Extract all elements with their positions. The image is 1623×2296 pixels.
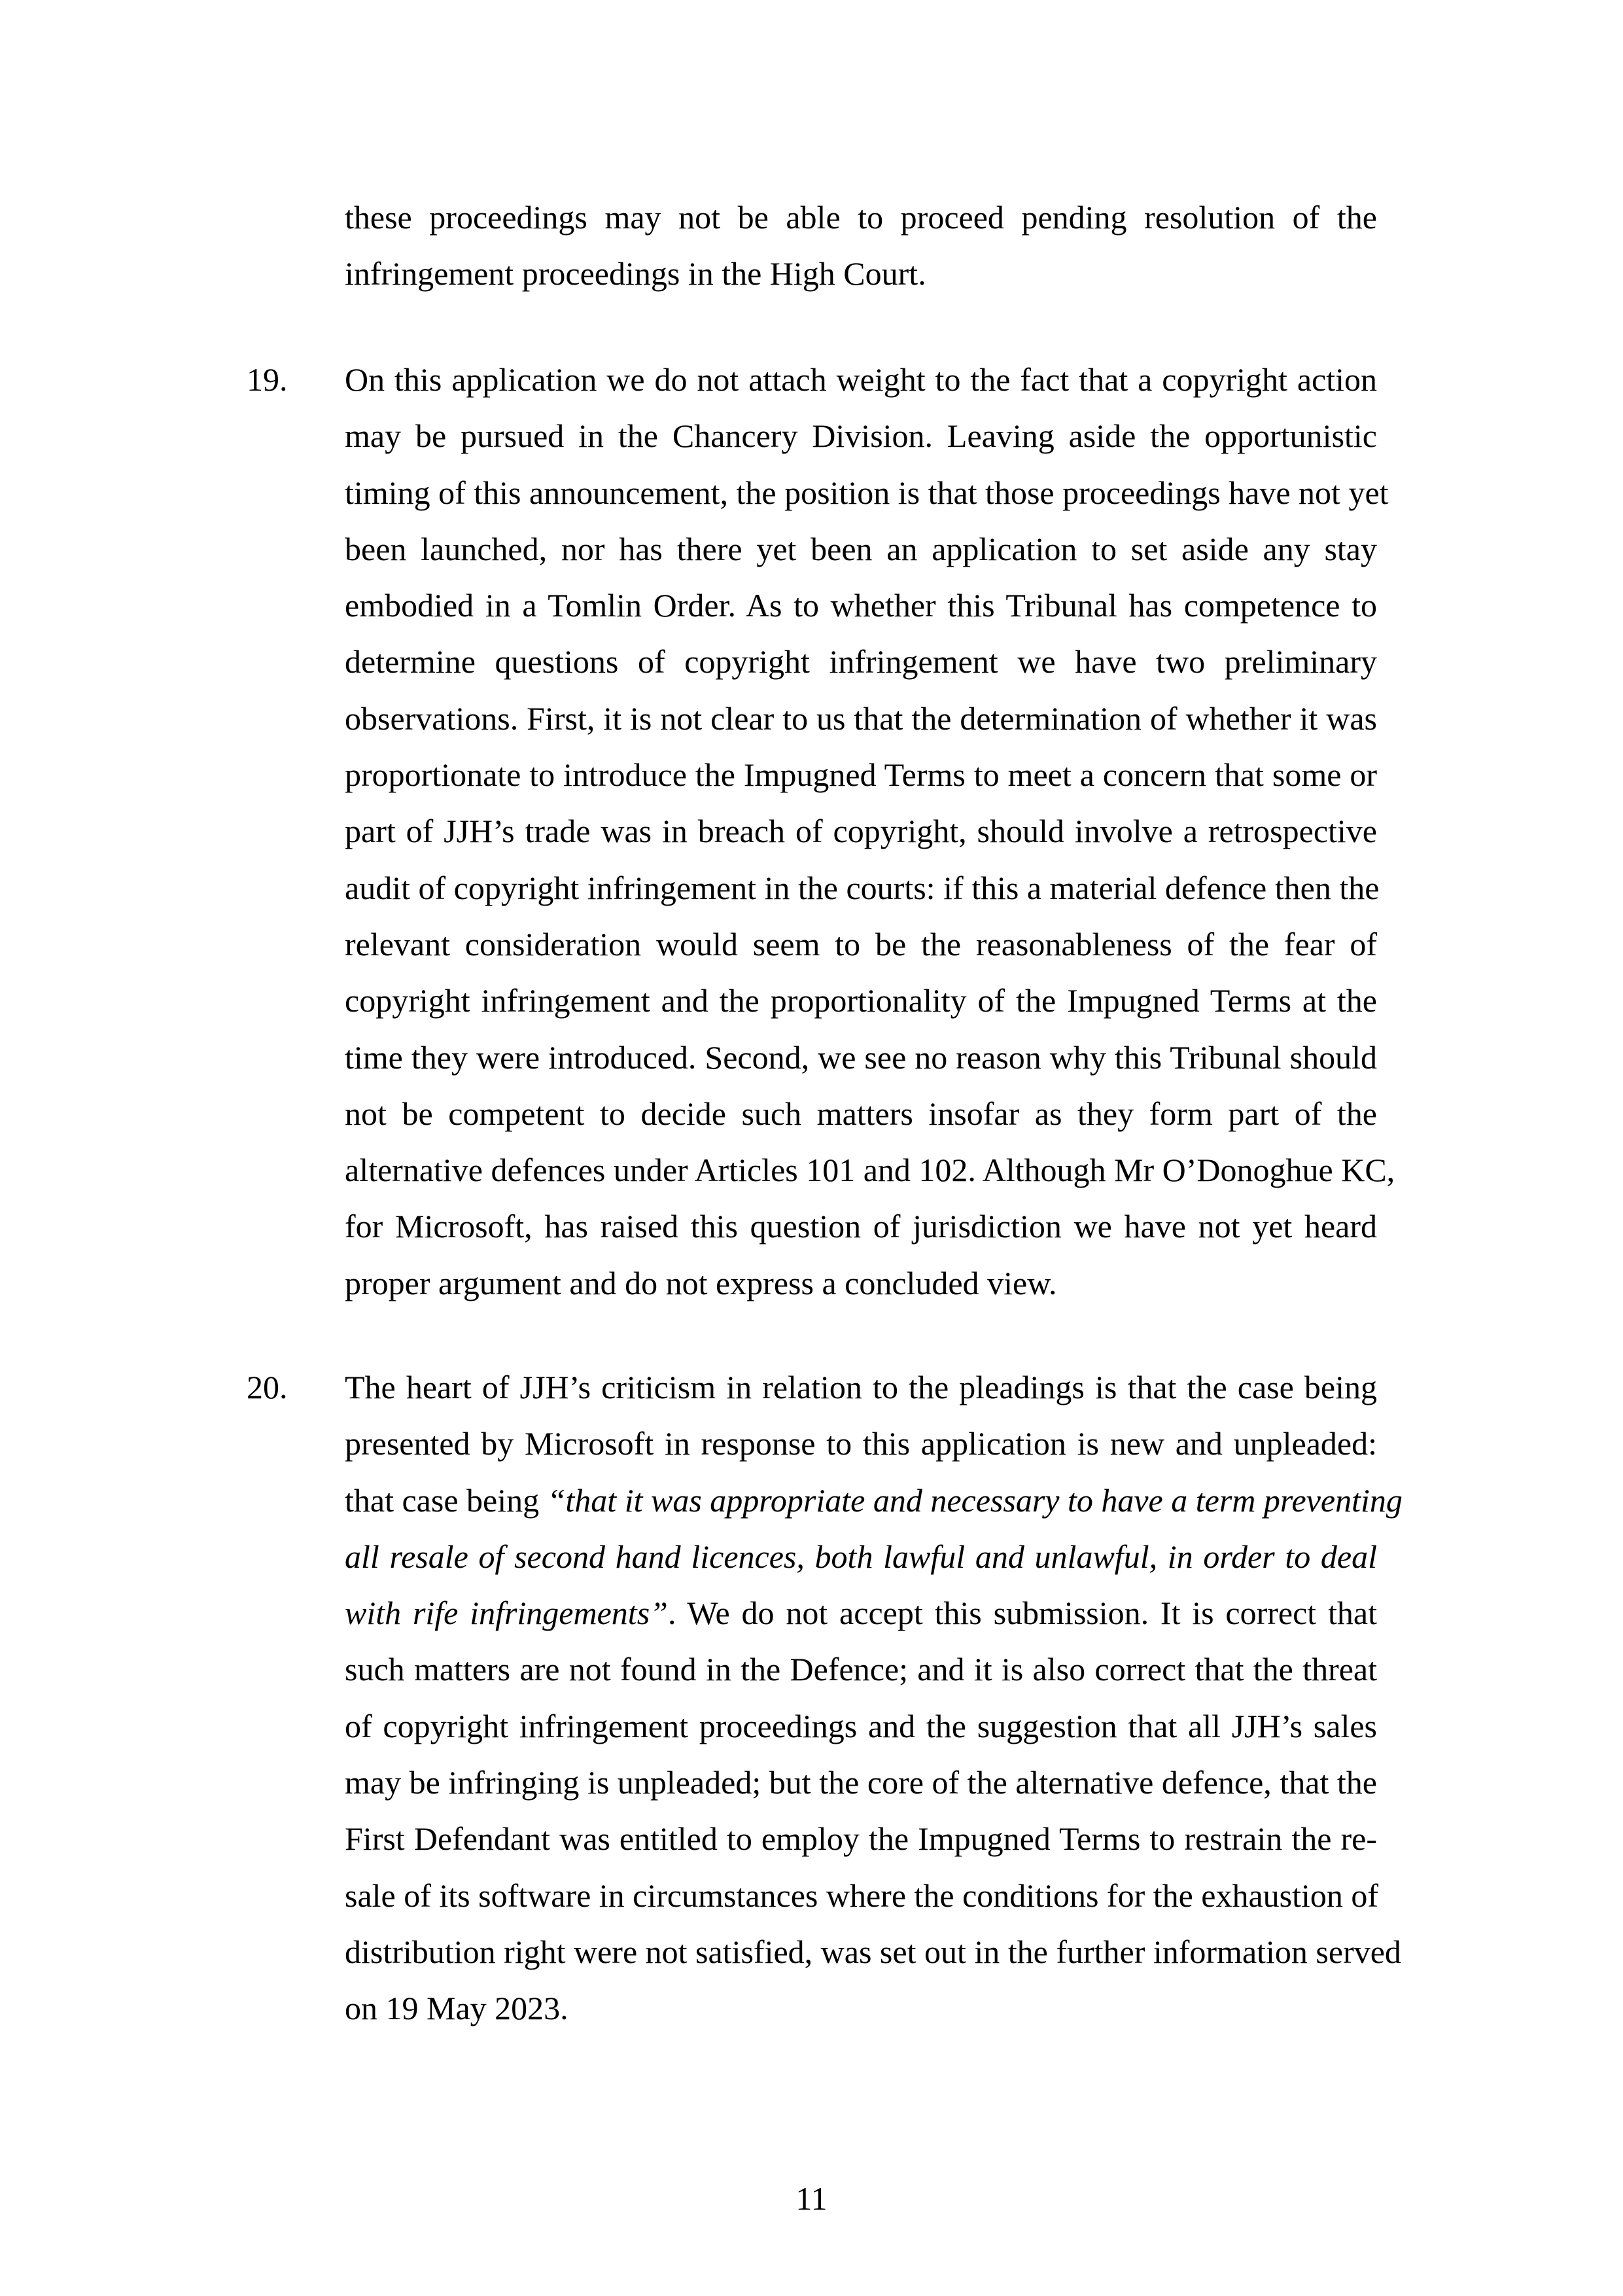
page-number: 11 (795, 2180, 828, 2217)
text-line: of copyright infringement proceedings and the suggestion that all JJH’s sales (345, 1707, 1377, 1744)
text-line: The heart of JJH’s criticism in relation to the pleadings is that the case being (345, 1369, 1377, 1405)
text-line-with-quote (345, 1528, 1377, 1585)
text-line: not be competent to decide such matters insofar as they form part of the (345, 1095, 1377, 1132)
text-line: these proceedings may not be able to proceed pending resolution of the (345, 199, 1377, 236)
text-line: infringement proceedings in the High Court. (345, 255, 926, 292)
text-line: for Microsoft, has raised this question of jurisdiction we have not yet heard (345, 1208, 1377, 1245)
quoted-italic-text: “that it was appropriate and necessary to have a term preventing (547, 1481, 1403, 1519)
text-line: presented by Microsoft in response to this application is new and unpleaded: (345, 1425, 1377, 1462)
text-line: determine questions of copyright infringement we have two preliminary (345, 643, 1377, 680)
paragraph-body (345, 189, 1377, 302)
text-line: On this application we do not attach weight to the fact that a copyright action (345, 361, 1377, 398)
text-line: been launched, nor has there yet been an application to set aside any stay (345, 530, 1377, 567)
paragraph-body (345, 1359, 1403, 2037)
text-line: may be infringing is unpleaded; but the core of the alternative defence, that the (345, 1764, 1377, 1801)
text-line: audit of copyright infringement in the courts: if this a material defence then the (345, 869, 1380, 906)
paragraph-body (345, 351, 1395, 1311)
text-line: sale of its software in circumstances where the conditions for the exhaustion of (345, 1877, 1379, 1914)
text-line: such matters are not found in the Defence; and it is also correct that the threat (345, 1651, 1377, 1688)
text-segment: that case being (345, 1481, 548, 1519)
text-line: First Defendant was entitled to employ the Impugned Terms to restrain the re- (345, 1820, 1377, 1858)
text-line-with-quote (345, 1585, 1377, 1641)
text-line: part of JJH’s trade was in breach of copyright, should involve a retrospective (345, 813, 1377, 850)
paragraph-number: 19. (247, 361, 288, 398)
text-line: copyright infringement and the proportionality of the Impugned Terms at the (345, 982, 1377, 1019)
text-line: may be pursued in the Chancery Division. Leaving aside the opportunistic (345, 417, 1377, 455)
text-segment: . We do not accept this submission. It is correct that (667, 1595, 1377, 1632)
text-line: alternative defences under Articles 101 and 102. Although Mr O’Donoghue KC, (345, 1152, 1395, 1189)
text-line: distribution right were not satisfied, was set out in the further information served (345, 1933, 1401, 1970)
text-line: timing of this announcement, the position is that those proceedings have not yet (345, 474, 1389, 511)
paragraph-number: 20. (247, 1369, 288, 1405)
text-line: on 19 May 2023. (345, 1990, 568, 2027)
text-line: time they were introduced. Second, we see no reason why this Tribunal should (345, 1038, 1377, 1076)
text-line: proper argument and do not express a concluded view. (345, 1264, 1057, 1301)
quoted-italic-text: all resale of second hand licences, both lawful and unlawful, in order to deal (345, 1538, 1377, 1575)
text-line: proportionate to introduce the Impugned Terms to meet a concern that some or (345, 756, 1377, 794)
text-line: observations. First, it is not clear to us that the determination of whether it was (345, 699, 1377, 737)
text-line-with-quote (345, 1472, 1403, 1528)
quoted-italic-text: with rife infringements” (345, 1595, 668, 1632)
text-line: relevant consideration would seem to be the reasonableness of the fear of (345, 925, 1377, 963)
text-line: embodied in a Tomlin Order. As to whether this Tribunal has competence to (345, 587, 1377, 624)
